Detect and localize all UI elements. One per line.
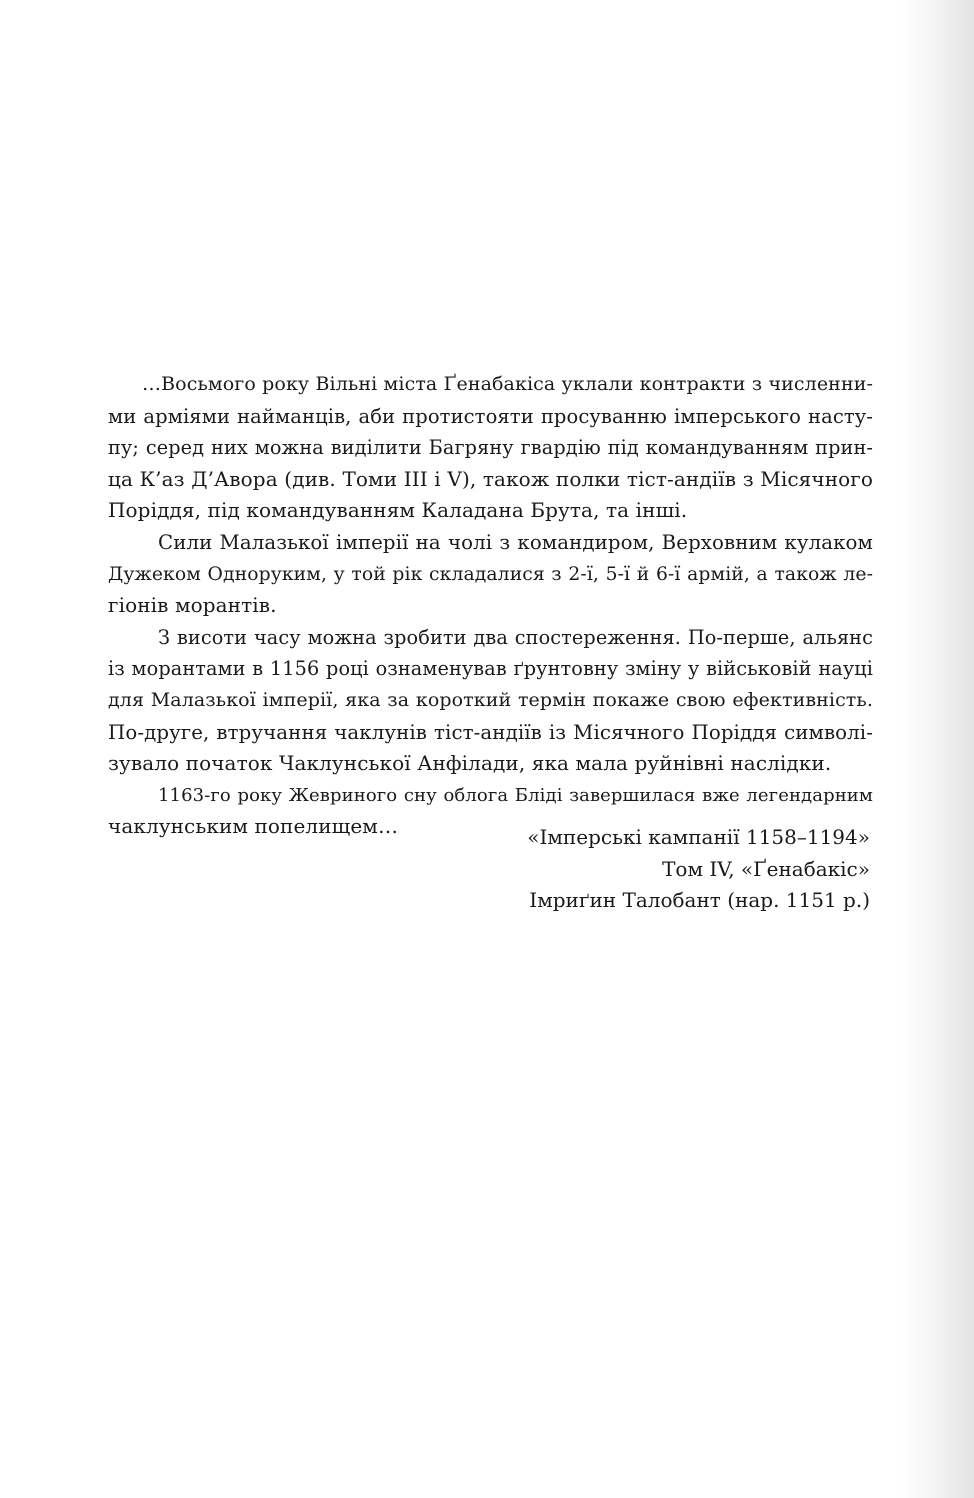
paragraph-3-line-3: для Малазької імперії, яка за короткий термін покаже свою ефективність. bbox=[108, 688, 873, 711]
paragraph-2-line-3: гіонів морантів. bbox=[108, 593, 277, 618]
paragraph-1-line-3: пу; серед них можна виділити Багряну гвардію під командуванням прин- bbox=[108, 436, 873, 460]
epigraph-attribution bbox=[370, 822, 870, 917]
paragraph-4-line-1: 1163-го року Жевриного сну облога Бліді завершилася вже легендарним bbox=[158, 784, 873, 806]
paragraph-1-line-5: Поріддя, під командуванням Каладана Брута, та інші. bbox=[108, 498, 688, 523]
paragraph-1-line-2: ми арміями найманців, аби протистояти просуванню імперського насту- bbox=[108, 404, 873, 428]
paragraph-2-line-1: Сили Малазької імперії на чолі з командиром, Верховним кулаком bbox=[158, 530, 873, 554]
paragraph-1-line-1: …Восьмого року Вільні міста Ґенабакіса уклали контракти з численни- bbox=[142, 373, 873, 395]
paragraph-3-line-1: З висоти часу можна зробити два спостереження. По-перше, альянс bbox=[158, 625, 873, 649]
paragraph-3-line-5: зувало початок Чаклунської Анфілади, яка мала руйнівні наслідки. bbox=[108, 751, 832, 776]
epigraph-text bbox=[108, 369, 873, 843]
attribution-source: «Імперські кампанії 1158–1194» bbox=[527, 825, 870, 849]
paragraph-2-line-2: Дужеком Одноруким, у той рік складалися з 2-ї, 5-ї й 6-ї армій, а також ле- bbox=[108, 563, 873, 585]
attribution-volume: Том IV, «Ґенабакіс» bbox=[662, 856, 870, 881]
paragraph-1-line-4: ца К’аз Д’Авора (див. Томи III і V), також полки тіст-андіїв з Місячного bbox=[108, 466, 873, 491]
paragraph-4-line-2: чаклунським попелищем… bbox=[108, 814, 399, 839]
paragraph-3-line-4: По-друге, втручання чаклунів тіст-андіїв із Місячного Поріддя символі- bbox=[108, 720, 873, 744]
attribution-author: Імриґин Талобант (нар. 1151 р.) bbox=[529, 888, 870, 913]
paragraph-3-line-2: із морантами в 1156 році ознаменував ґрунтовну зміну у військовій науці bbox=[108, 657, 873, 681]
